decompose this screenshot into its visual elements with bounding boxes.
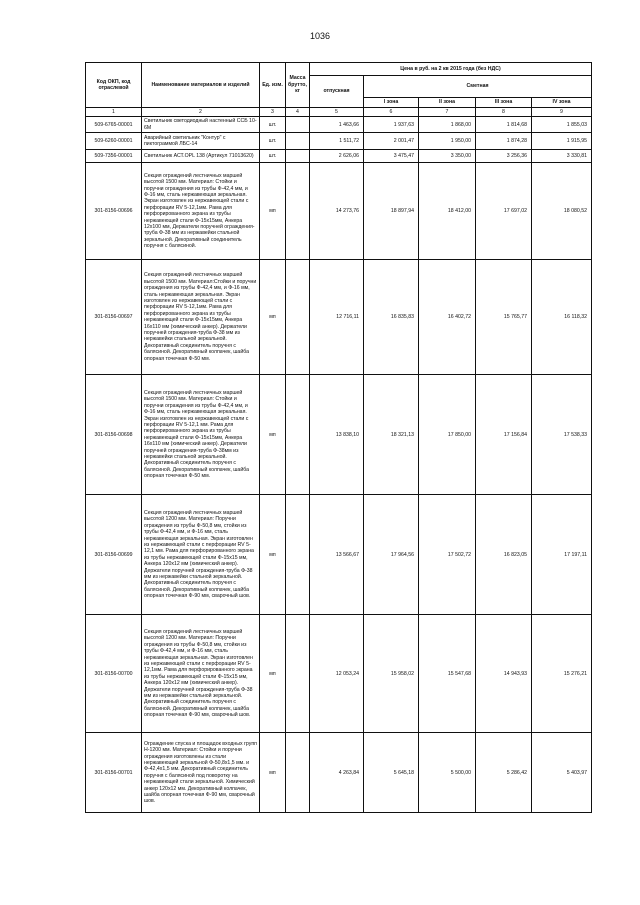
price-zone-2: 18 412,00 — [419, 163, 476, 260]
item-code: 301-8156-00696 — [86, 163, 142, 260]
table-row — [86, 495, 592, 615]
price-release: 2 626,06 — [310, 150, 364, 163]
price-zone-2: 1 950,00 — [419, 133, 476, 150]
header-release: отпускная — [310, 76, 364, 108]
item-unit: мп — [260, 733, 286, 813]
item-name: Аварийный светильник "Контур" с пиктограммой ЛБС-14 — [142, 133, 260, 150]
table-row — [86, 375, 592, 495]
table-row — [86, 150, 592, 163]
price-zone-3: 5 286,42 — [476, 733, 532, 813]
price-zone-1: 17 964,56 — [364, 495, 419, 615]
item-code: 509-6260-00001 — [86, 133, 142, 150]
price-release: 1 463,66 — [310, 117, 364, 133]
price-zone-2: 5 500,00 — [419, 733, 476, 813]
col-number: 8 — [476, 108, 532, 117]
price-zone-2: 15 547,68 — [419, 615, 476, 733]
price-zone-1: 15 958,02 — [364, 615, 419, 733]
item-unit: шт. — [260, 117, 286, 133]
price-zone-1: 1 937,63 — [364, 117, 419, 133]
price-zone-2: 3 350,00 — [419, 150, 476, 163]
item-mass — [286, 163, 310, 260]
col-number: 2 — [142, 108, 260, 117]
header-name: Наименование материалов и изделий — [142, 63, 260, 108]
price-zone-1: 18 321,13 — [364, 375, 419, 495]
col-number: 9 — [532, 108, 592, 117]
price-zone-3: 16 823,05 — [476, 495, 532, 615]
price-zone-4: 15 276,21 — [532, 615, 592, 733]
item-unit: мп — [260, 615, 286, 733]
item-name: Секция ограждений лестничных маршей высотой 1500 мм. Материал: Стойки и поручни ограждения из трубы Ф-42,4 мм, и Ф-16 мм, сталь нержавеющая зеркальная. Экран изготовлен из нержавеющей стали с перфорации RV 5-12,1 мм. Рама для перфорированного экрана из трубы нержавеющей стали Ф-15х15мм, Анкера 16х110 мм (химический анкер). Держатели поручней ограждения-труба Ф-38мм из нержавейки стальной зеркальной. Декоративный соединитель поручня с балясиной. Декоративный колпачек, шайба опорная точечная Ф-50 мм. — [142, 375, 260, 495]
item-mass — [286, 375, 310, 495]
price-zone-4: 18 080,52 — [532, 163, 592, 260]
table-row — [86, 733, 592, 813]
price-release: 4 263,84 — [310, 733, 364, 813]
table-row — [86, 615, 592, 733]
price-zone-3: 17 156,84 — [476, 375, 532, 495]
item-mass — [286, 615, 310, 733]
price-table — [85, 62, 592, 813]
item-mass — [286, 733, 310, 813]
item-name: Секция ограждений лестничных маршей высотой 1200 мм. Материал: Поручни ограждения из трубы Ф-50,8 мм, стойки из трубы Ф-42,4 мм, и Ф-16 мм, сталь нержавеющая зеркальная. Экран изготовлен из нержавеющей стали с перфорации RV 5-12,1 мм. Рама для перфорированного экрана из трубы нержавеющей стали Ф-15х15 мм, Анкера 120х12 мм (химический анкер). Держатели поручней ограждения-труба Ф-38 мм из нержавейки стальной зеркальной. Декоративный соединитель поручня с балясиной. Декоративный колпачек, шайба опорная точечная Ф-90 мм, сварочный шов. — [142, 495, 260, 615]
col-number: 4 — [286, 108, 310, 117]
item-code: 301-8156-00698 — [86, 375, 142, 495]
item-mass — [286, 117, 310, 133]
price-zone-3: 15 765,77 — [476, 260, 532, 375]
price-zone-4: 1 855,03 — [532, 117, 592, 133]
item-code: 301-8156-00699 — [86, 495, 142, 615]
price-release: 13 838,10 — [310, 375, 364, 495]
price-release: 13 566,67 — [310, 495, 364, 615]
item-unit: шт. — [260, 133, 286, 150]
price-zone-2: 17 502,72 — [419, 495, 476, 615]
col-number: 5 — [310, 108, 364, 117]
item-name: Секция ограждений лестничных маршей высотой 1200 мм. Материал: Поручни ограждения из трубы Ф-50,8 мм, стойки из трубы Ф-42,4 мм, и Ф-16 мм, сталь нержавеющая зеркальная. Экран изготовлен из нержавеющей стали с перфорации RV 5-12,1мм. Рама для перфорированного экрана из трубы нержавеющей стали Ф-15х15 мм, Анкера 120х12 мм (химический анкер). Держатели поручней ограждения-труба Ф-38 мм из нержавейки стальной зеркальной. Декоративный соединитель поручня с балясиной. Декоративный колпачек, шайба опорная точечная Ф-90 мм, сварочный шов. — [142, 615, 260, 733]
price-zone-1: 16 835,83 — [364, 260, 419, 375]
header-code: Код ОКП, код отраслевой — [86, 63, 142, 108]
price-zone-3: 1 874,28 — [476, 133, 532, 150]
price-zone-4: 17 538,33 — [532, 375, 592, 495]
item-code: 301-8156-00701 — [86, 733, 142, 813]
item-code: 509-7356-00001 — [86, 150, 142, 163]
item-unit: мп — [260, 260, 286, 375]
item-unit: мп — [260, 375, 286, 495]
item-mass — [286, 133, 310, 150]
header-mass: Масса брутто, кг — [286, 63, 310, 108]
price-zone-4: 16 118,32 — [532, 260, 592, 375]
table-row — [86, 117, 592, 133]
price-zone-2: 17 850,00 — [419, 375, 476, 495]
column-number-row — [86, 108, 592, 117]
price-zone-1: 5 645,18 — [364, 733, 419, 813]
price-release: 1 511,72 — [310, 133, 364, 150]
item-name: Светильник АСТ.OPL 138 (Артикул 71013620) — [142, 150, 260, 163]
col-number: 3 — [260, 108, 286, 117]
item-unit: шт. — [260, 150, 286, 163]
header-price-group: Цена в руб. на 2 кв 2015 года (без НДС) — [310, 63, 592, 76]
header-zone-3: III зона — [476, 98, 532, 108]
item-unit: мп — [260, 163, 286, 260]
price-zone-4: 1 915,95 — [532, 133, 592, 150]
price-zone-4: 3 330,81 — [532, 150, 592, 163]
col-number: 6 — [364, 108, 419, 117]
table-row — [86, 163, 592, 260]
item-mass — [286, 495, 310, 615]
price-zone-1: 3 475,47 — [364, 150, 419, 163]
price-zone-3: 1 814,68 — [476, 117, 532, 133]
item-code: 301-8156-00697 — [86, 260, 142, 375]
header-unit: Ед. изм. — [260, 63, 286, 108]
price-zone-4: 5 403,97 — [532, 733, 592, 813]
item-name: Светильник светодиодный настенный ССБ 10-6М — [142, 117, 260, 133]
price-release: 14 273,76 — [310, 163, 364, 260]
price-release: 12 053,24 — [310, 615, 364, 733]
item-mass — [286, 150, 310, 163]
item-name: Секция ограждений лестничных маршей высотой 1500 мм. Материал: Стойки и поручни ограждения из трубы Ф-42,4 мм, и Ф-16 мм, сталь нержавеющая зеркальная. Экран изготовлен из нержавеющей стали с перфорации RV 5-12,1мм. Рама для перфорированного экрана из трубы нержавеющей стали Ф-15х15мм, Анкера 12х100 мм, Держатели поручней ограждения-труба Ф-38 мм из нержавейки стальной зеркальной. Декоративный соединитель поручня с балясиной. — [142, 163, 260, 260]
price-zone-1: 2 001,47 — [364, 133, 419, 150]
col-number: 7 — [419, 108, 476, 117]
col-number: 1 — [86, 108, 142, 117]
price-zone-3: 17 697,02 — [476, 163, 532, 260]
item-code: 301-8156-00700 — [86, 615, 142, 733]
table-row — [86, 133, 592, 150]
price-zone-1: 18 897,94 — [364, 163, 419, 260]
price-zone-2: 1 868,00 — [419, 117, 476, 133]
price-zone-3: 14 943,93 — [476, 615, 532, 733]
header-estimate: Сметная — [364, 76, 592, 98]
item-code: 509-6765-00001 — [86, 117, 142, 133]
item-mass — [286, 260, 310, 375]
page-number: 1036 — [309, 31, 331, 41]
header-zone-4: IV зона — [532, 98, 592, 108]
price-zone-4: 17 197,11 — [532, 495, 592, 615]
header-zone-2: II зона — [419, 98, 476, 108]
item-name: Секция ограждений лестничных маршей высотой 1500 мм. Материал:Стойки и поручни ограждения из трубы Ф-42,4 мм, и Ф-16 мм, сталь нержавеющая зеркальная. Экран изготовлен из нержавеющей стали с перфорации RV 5-12,1мм. Рама для перфорированного экрана из трубы нержавеющей стали Ф-15х15мм, Анкера 16х110 мм (химический анкер). Держатели поручней ограждения-труба Ф-38 мм из нержавейки стальной зеркальной. Декоративный соединитель поручня с балясиной. Декоративный колпачек, шайба опорная точечная Ф-50 мм. — [142, 260, 260, 375]
price-zone-3: 3 256,36 — [476, 150, 532, 163]
price-release: 12 716,11 — [310, 260, 364, 375]
price-zone-2: 16 402,72 — [419, 260, 476, 375]
item-unit: мп — [260, 495, 286, 615]
table-row — [86, 260, 592, 375]
header-zone-1: I зона — [364, 98, 419, 108]
item-name: Ограждение спуска и площадок входных групп Н-1200 мм. Материал: Стойки и поручни ограждения изготовлены из стали нержавеющей зеркальной Ф-50,8х1,5 мм. и Ф-42,4х1,5 мм. Декоративный соединитель поручня с балясиной под поворотку на нержавеющей стали зеркальной. Химический анкер 120х12 мм. Декоративный колпачек, шайба опорная точечная Ф-90 мм, сварочный шов. — [142, 733, 260, 813]
